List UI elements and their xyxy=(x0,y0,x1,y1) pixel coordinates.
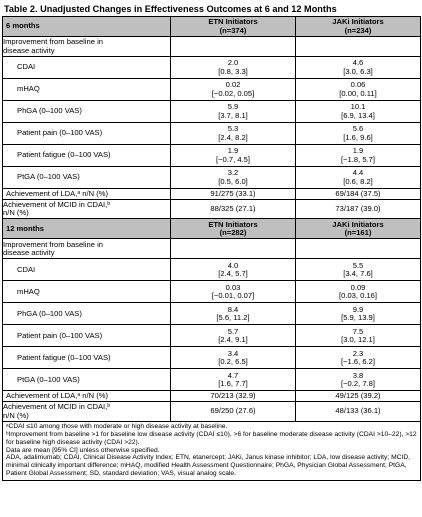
table-row xyxy=(3,57,421,79)
value-line: 3.2 xyxy=(227,168,239,178)
value-line: [3.4, 7.6] xyxy=(343,268,373,278)
group-label-line: disease activity xyxy=(3,45,55,55)
group-label-row xyxy=(3,239,421,259)
value-line: 10.1 xyxy=(350,102,366,112)
mcid-jaki-value: 73/187 (39.0) xyxy=(296,200,421,219)
table-row xyxy=(3,303,421,325)
value-line: [0.8, 3.3] xyxy=(218,66,248,76)
row-label: CDAI xyxy=(3,259,171,281)
table-row xyxy=(3,347,421,369)
row-label: PhGA (0–100 VAS) xyxy=(3,303,171,325)
value-line: [−0.02, 0.05] xyxy=(211,88,255,98)
value-line: 3.4 xyxy=(227,348,239,358)
row-label: mHAQ xyxy=(3,79,171,101)
etn-value xyxy=(171,325,296,347)
value-line: [0.00, 0.11] xyxy=(339,88,377,98)
empty-cell xyxy=(171,239,296,259)
mcid-label-line: n/N (%) xyxy=(3,208,29,218)
column-header-etn xyxy=(171,219,296,239)
value-line: [2.4, 8.2] xyxy=(218,132,248,142)
value-line: 9.9 xyxy=(352,304,364,314)
value-line: [−1.6, 6.2] xyxy=(341,356,375,366)
etn-value xyxy=(171,79,296,101)
column-header-line: ETN Initiators xyxy=(208,17,258,27)
jaki-value xyxy=(296,79,421,101)
value-line: 4.7 xyxy=(227,370,239,380)
jaki-value xyxy=(296,167,421,189)
lda-row xyxy=(3,391,421,402)
value-line: [−1.8, 5.7] xyxy=(341,154,375,164)
jaki-value xyxy=(296,303,421,325)
footnote: Data are mean [95% CI] unless otherwise specified. xyxy=(6,446,160,454)
lda-row xyxy=(3,189,421,200)
table-row xyxy=(3,281,421,303)
value-line: [0.6, 8.2] xyxy=(343,176,373,186)
footnotes xyxy=(3,421,421,480)
lda-label: Achievement of LDA,ᵃ n/N (%) xyxy=(3,189,171,200)
row-label: PhGA (0–100 VAS) xyxy=(3,101,171,123)
value-line: [1.6, 7.7] xyxy=(218,378,248,388)
row-label: mHAQ xyxy=(3,281,171,303)
footnote: ᵇImprovement from baseline >1 for baseline low disease activity (CDAI ≤10), >6 for baseline moderate disease activity (CDAI >10–22), >12 for baseline high disease activity (CDAI >22). xyxy=(6,430,417,446)
jaki-value xyxy=(296,101,421,123)
table-row xyxy=(3,79,421,101)
value-line: 1.9 xyxy=(227,146,239,156)
table-row xyxy=(3,145,421,167)
mcid-label-line: Achievement of MCID in CDAI,ᵇ xyxy=(3,200,111,209)
value-line: [3.7, 8.1] xyxy=(218,110,248,120)
column-header-line: (n=374) xyxy=(219,25,247,35)
outcomes-table xyxy=(2,16,421,481)
row-label: CDAI xyxy=(3,57,171,79)
value-line: 2.0 xyxy=(227,58,239,68)
value-line: 4.4 xyxy=(352,168,364,178)
value-line: 5.9 xyxy=(227,102,239,112)
value-line: [3.0, 6.3] xyxy=(343,66,373,76)
etn-value xyxy=(171,167,296,189)
value-line: 3.8 xyxy=(352,370,364,380)
value-line: [1.6, 9.6] xyxy=(343,132,373,142)
column-header-line: ETN Initiators xyxy=(208,219,258,229)
etn-value xyxy=(171,347,296,369)
column-header-line: JAKi Initiators xyxy=(332,219,384,229)
footnote: ADA, adalimumab; CDAI, Clinical Disease Activity Index; ETN, etanercept; JAKi, Janus kinase inhibitor; LDA, low disease activity; MCID, minimal clinically important difference; mHAQ, modified Health Assessment Questionnaire; PhGA, Physician Global Assessment; PtGA, Patient Global Assessment; SD, standard deviation; VAS, visual analog scale. xyxy=(6,454,411,478)
mcid-label-line: Achievement of MCID in CDAI,ᵇ xyxy=(3,402,111,412)
etn-value xyxy=(171,145,296,167)
etn-value xyxy=(171,281,296,303)
value-line: 8.4 xyxy=(227,304,239,314)
table-row xyxy=(3,123,421,145)
row-label: Patient pain (0–100 VAS) xyxy=(3,123,171,145)
table-title: Table 2. Unadjusted Changes in Effectiveness Outcomes at 6 and 12 Months xyxy=(4,4,337,14)
jaki-value xyxy=(296,145,421,167)
row-label: PtGA (0–100 VAS) xyxy=(3,167,171,189)
mcid-row xyxy=(3,200,421,219)
empty-cell xyxy=(296,239,421,259)
column-header-line: (n=161) xyxy=(344,227,372,237)
table-row xyxy=(3,167,421,189)
value-line: [−0.01, 0.07] xyxy=(211,290,255,300)
footnote: ᵃCDAI ≤10 among those with moderate or high disease activity at baseline. xyxy=(6,422,228,430)
group-label-row xyxy=(3,37,421,57)
etn-value xyxy=(171,303,296,325)
etn-value xyxy=(171,259,296,281)
value-line: [0.2, 6.5] xyxy=(218,356,248,366)
value-line: [5.9, 13.9] xyxy=(341,312,375,322)
value-line: 1.9 xyxy=(352,146,364,156)
table-row xyxy=(3,369,421,391)
table-row xyxy=(3,101,421,123)
lda-etn-value: 70/213 (32.9) xyxy=(171,391,296,402)
value-line: [5.6, 11.2] xyxy=(216,312,250,322)
mcid-etn-value: 69/250 (27.6) xyxy=(171,402,296,421)
empty-cell xyxy=(296,37,421,57)
value-line: [3.0, 12.1] xyxy=(341,334,375,344)
value-line: 5.5 xyxy=(352,260,364,270)
value-line: 0.02 xyxy=(225,80,241,90)
jaki-value xyxy=(296,369,421,391)
value-line: [−0.2, 7.8] xyxy=(341,378,375,388)
value-line: 4.6 xyxy=(352,58,364,68)
mcid-etn-value: 88/325 (27.1) xyxy=(171,200,296,219)
table-row xyxy=(3,325,421,347)
column-header-line: (n=282) xyxy=(219,227,247,237)
jaki-value xyxy=(296,123,421,145)
mcid-label-line: n/N (%) xyxy=(3,410,29,420)
row-label: Patient pain (0–100 VAS) xyxy=(3,325,171,347)
lda-jaki-value: 49/125 (39.2) xyxy=(296,391,421,402)
column-header-jaki xyxy=(296,219,421,239)
value-line: 5.7 xyxy=(227,326,239,336)
value-line: [6.9, 13.4] xyxy=(341,110,375,120)
section-header-row xyxy=(3,219,421,239)
value-line: 0.09 xyxy=(350,282,366,292)
jaki-value xyxy=(296,259,421,281)
lda-label: Achievement of LDA,ᵃ n/N (%) xyxy=(3,391,171,402)
jaki-value xyxy=(296,325,421,347)
row-label: PtGA (0–100 VAS) xyxy=(3,369,171,391)
value-line: 0.03 xyxy=(225,282,241,292)
jaki-value xyxy=(296,347,421,369)
value-line: 4.0 xyxy=(227,260,239,270)
lda-jaki-value: 69/184 (37.5) xyxy=(296,189,421,200)
lda-etn-value: 91/275 (33.1) xyxy=(171,189,296,200)
column-header-line: (n=234) xyxy=(344,25,372,35)
value-line: [2.4, 9.1] xyxy=(218,334,248,344)
section-label: 12 months xyxy=(3,219,171,239)
section-header-row xyxy=(3,17,421,37)
value-line: 7.5 xyxy=(352,326,364,336)
jaki-value xyxy=(296,281,421,303)
column-header-etn xyxy=(171,17,296,37)
value-line: [−0.7, 4.5] xyxy=(216,154,250,164)
table-body xyxy=(3,17,421,481)
table-row xyxy=(3,259,421,281)
table-container xyxy=(2,3,420,481)
section-label: 6 months xyxy=(3,17,171,37)
group-label-line: Improvement from baseline in xyxy=(3,239,104,249)
etn-value xyxy=(171,101,296,123)
column-header-jaki xyxy=(296,17,421,37)
mcid-label xyxy=(3,402,171,421)
value-line: [2.4, 5.7] xyxy=(218,268,248,278)
etn-value xyxy=(171,123,296,145)
footnotes-row xyxy=(3,421,421,480)
row-label: Patient fatigue (0–100 VAS) xyxy=(3,347,171,369)
group-label-line: Improvement from baseline in xyxy=(3,37,104,47)
mcid-jaki-value: 48/133 (36.1) xyxy=(296,402,421,421)
value-line: [0.5, 6.0] xyxy=(218,176,248,186)
column-header-line: JAKi Initiators xyxy=(332,17,384,27)
mcid-row xyxy=(3,402,421,421)
value-line: 5.3 xyxy=(227,124,239,134)
etn-value xyxy=(171,57,296,79)
value-line: 2.3 xyxy=(352,348,364,358)
group-label xyxy=(3,239,171,259)
mcid-label xyxy=(3,200,171,219)
row-label: Patient fatigue (0–100 VAS) xyxy=(3,145,171,167)
empty-cell xyxy=(171,37,296,57)
value-line: 5.6 xyxy=(352,124,364,134)
value-line: 0.06 xyxy=(350,80,366,90)
group-label xyxy=(3,37,171,57)
group-label-line: disease activity xyxy=(3,247,55,257)
etn-value xyxy=(171,369,296,391)
value-line: [0.03, 0.16] xyxy=(339,290,377,300)
jaki-value xyxy=(296,57,421,79)
